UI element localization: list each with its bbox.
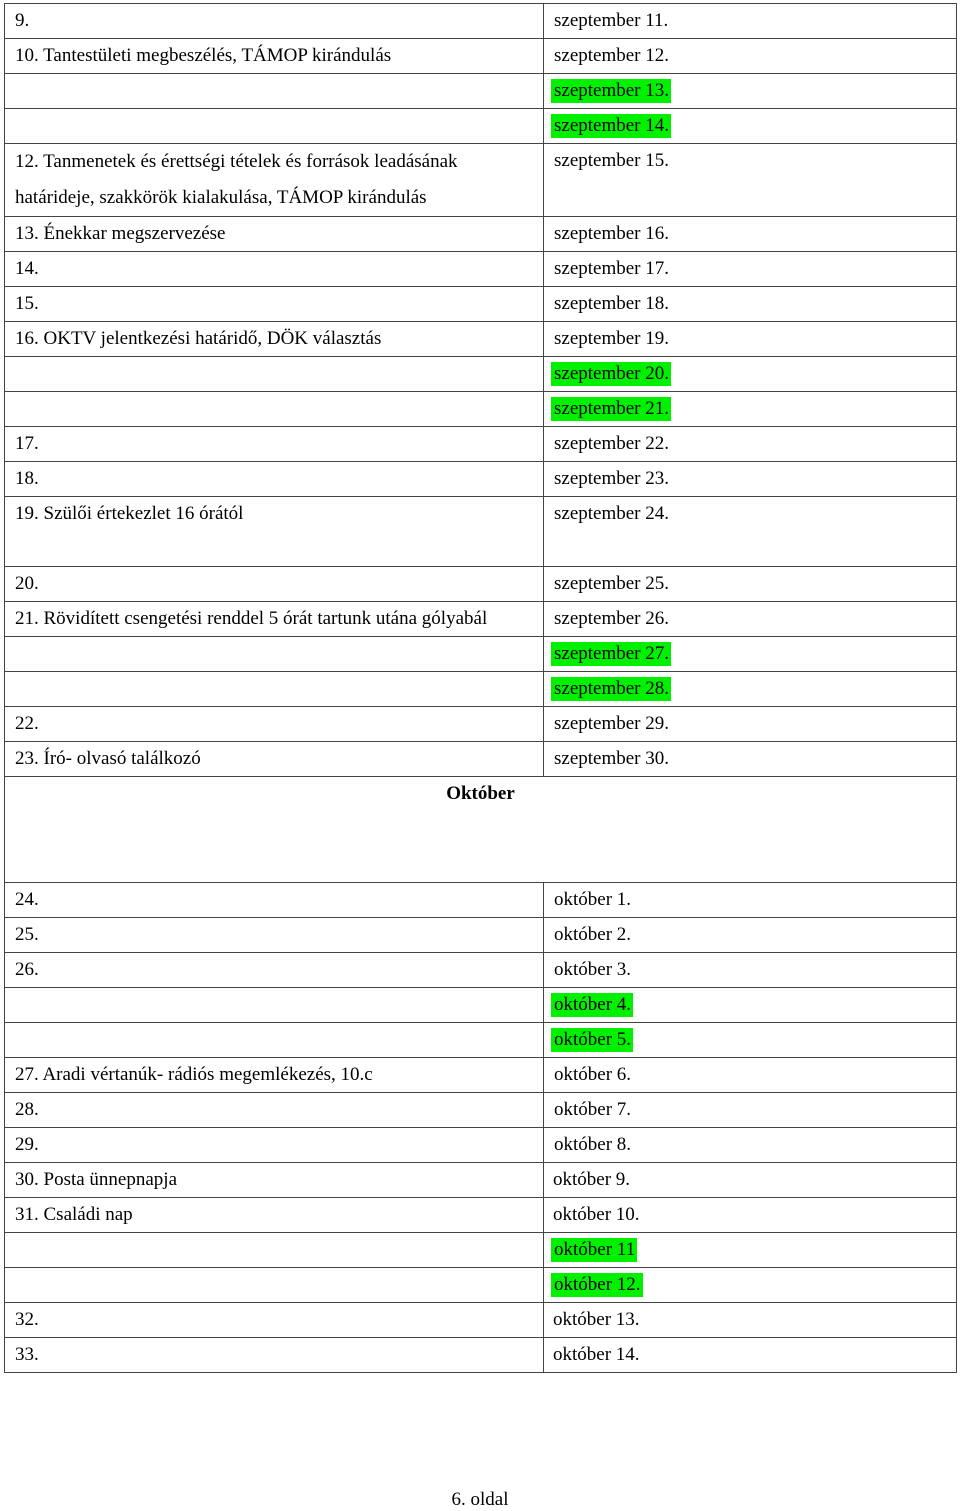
weekend-date: október 12. (551, 1273, 643, 1297)
date-cell (544, 742, 957, 777)
schedule-row (5, 1233, 957, 1268)
date-cell (544, 988, 957, 1023)
event-cell: 21. Rövidített csengetési renddel 5 órát tartunk utána gólyabál (5, 602, 544, 637)
date-cell (544, 883, 957, 918)
schedule-row (5, 1268, 957, 1303)
schedule-row (5, 427, 957, 462)
event-cell: 33. (5, 1338, 544, 1373)
date-cell (544, 1023, 957, 1058)
date-cell (544, 707, 957, 742)
schedule-row (5, 953, 957, 988)
date-text: október 6. (554, 1064, 632, 1085)
schedule-row (5, 1303, 957, 1338)
date-cell (544, 1338, 957, 1373)
date-cell (544, 74, 957, 109)
weekend-date: szeptember 27. (551, 642, 671, 666)
event-cell (5, 392, 544, 427)
event-cell: 17. (5, 427, 544, 462)
schedule-body (5, 4, 957, 1373)
event-cell: 13. Énekkar megszervezése (5, 217, 544, 252)
schedule-row (5, 217, 957, 252)
weekend-date: szeptember 20. (551, 362, 671, 386)
schedule-row (5, 287, 957, 322)
schedule-row (5, 1023, 957, 1058)
date-text: október 10. (553, 1204, 640, 1225)
schedule-row (5, 637, 957, 672)
date-text: szeptember 26. (554, 608, 670, 629)
weekend-date: október 11 (551, 1238, 637, 1262)
date-cell (544, 918, 957, 953)
date-cell (544, 672, 957, 707)
schedule-row (5, 4, 957, 39)
date-cell (544, 39, 957, 74)
date-cell (544, 322, 957, 357)
date-text: szeptember 29. (554, 713, 670, 734)
schedule-row (5, 392, 957, 427)
event-cell: 16. OKTV jelentkezési határidő, DÖK választás (5, 322, 544, 357)
schedule-row (5, 357, 957, 392)
page-number: 6. oldal (451, 1489, 509, 1510)
date-cell (544, 1268, 957, 1303)
date-text: október 2. (554, 924, 632, 945)
event-cell: 20. (5, 567, 544, 602)
schedule-row (5, 988, 957, 1023)
weekend-date: szeptember 14. (551, 114, 671, 138)
event-cell (5, 1023, 544, 1058)
event-cell (5, 1268, 544, 1303)
event-cell: 30. Posta ünnepnapja (5, 1163, 544, 1198)
date-text: szeptember 15. (554, 150, 670, 171)
event-cell: 23. Író- olvasó találkozó (5, 742, 544, 777)
event-cell: 25. (5, 918, 544, 953)
date-cell (544, 953, 957, 988)
schedule-row (5, 1163, 957, 1198)
event-cell: 9. (5, 4, 544, 39)
event-cell (5, 74, 544, 109)
date-cell (544, 602, 957, 637)
date-text: október 1. (554, 889, 632, 910)
date-text: október 7. (554, 1099, 632, 1120)
date-text: szeptember 22. (554, 433, 670, 454)
schedule-row (5, 672, 957, 707)
date-cell (544, 357, 957, 392)
schedule-row (5, 602, 957, 637)
date-text: október 13. (553, 1309, 640, 1330)
schedule-row (5, 1198, 957, 1233)
date-cell (544, 252, 957, 287)
event-cell: 15. (5, 287, 544, 322)
date-cell (544, 1303, 957, 1338)
weekend-date: október 5. (551, 1028, 633, 1052)
weekend-date: október 4. (551, 993, 633, 1017)
date-cell (544, 217, 957, 252)
date-cell (544, 392, 957, 427)
event-cell: 19. Szülői értekezlet 16 órától (5, 497, 544, 567)
schedule-row (5, 252, 957, 287)
schedule-row (5, 322, 957, 357)
date-text: szeptember 23. (554, 468, 670, 489)
event-cell (5, 637, 544, 672)
event-cell: 32. (5, 1303, 544, 1338)
event-cell (5, 109, 544, 144)
weekend-date: szeptember 13. (551, 79, 671, 103)
schedule-row (5, 883, 957, 918)
date-cell (544, 109, 957, 144)
date-text: szeptember 11. (554, 10, 669, 31)
date-text: szeptember 19. (554, 328, 670, 349)
schedule-row (5, 462, 957, 497)
date-text: október 3. (554, 959, 632, 980)
schedule-row (5, 1338, 957, 1373)
date-cell (544, 1128, 957, 1163)
date-cell (544, 497, 957, 567)
schedule-row (5, 1093, 957, 1128)
event-cell: 29. (5, 1128, 544, 1163)
event-cell (5, 357, 544, 392)
schedule-row (5, 918, 957, 953)
date-cell (544, 637, 957, 672)
date-cell (544, 427, 957, 462)
event-cell: 27. Aradi vértanúk- rádiós megemlékezés, 10.c (5, 1058, 544, 1093)
schedule-table (4, 3, 957, 1373)
date-cell (544, 1093, 957, 1128)
date-text: szeptember 18. (554, 293, 670, 314)
date-cell (544, 4, 957, 39)
date-text: október 8. (554, 1134, 632, 1155)
event-cell (5, 988, 544, 1023)
date-text: szeptember 30. (554, 748, 670, 769)
schedule-row (5, 497, 957, 567)
date-text: szeptember 25. (554, 573, 670, 594)
event-cell (5, 1233, 544, 1268)
schedule-row (5, 144, 957, 217)
date-text: október 14. (553, 1344, 640, 1365)
schedule-row (5, 39, 957, 74)
event-cell: 12. Tanmenetek és érettségi tételek és források leadásának határideje, szakkörök kialakulása, TÁMOP kirándulás (5, 144, 544, 217)
event-cell: 24. (5, 883, 544, 918)
schedule-row (5, 74, 957, 109)
date-cell (544, 1198, 957, 1233)
event-cell: 31. Családi nap (5, 1198, 544, 1233)
date-text: szeptember 17. (554, 258, 670, 279)
schedule-row (5, 109, 957, 144)
date-cell (544, 144, 957, 217)
month-row (5, 777, 957, 883)
date-cell (544, 1163, 957, 1198)
schedule-row (5, 1128, 957, 1163)
date-text: október 9. (553, 1169, 631, 1190)
month-heading: Október (5, 777, 957, 883)
date-text: szeptember 24. (554, 503, 670, 524)
date-cell (544, 567, 957, 602)
schedule-row (5, 707, 957, 742)
event-cell: 26. (5, 953, 544, 988)
schedule-row (5, 567, 957, 602)
event-cell: 28. (5, 1093, 544, 1128)
date-text: szeptember 16. (554, 223, 670, 244)
event-cell: 10. Tantestületi megbeszélés, TÁMOP kirándulás (5, 39, 544, 74)
weekend-date: szeptember 28. (551, 677, 671, 701)
date-cell (544, 1058, 957, 1093)
schedule-row (5, 1058, 957, 1093)
date-cell (544, 462, 957, 497)
date-text: szeptember 12. (554, 45, 670, 66)
schedule-row (5, 742, 957, 777)
date-cell (544, 1233, 957, 1268)
weekend-date: szeptember 21. (551, 397, 671, 421)
date-cell (544, 287, 957, 322)
event-cell: 22. (5, 707, 544, 742)
event-cell: 18. (5, 462, 544, 497)
event-cell: 14. (5, 252, 544, 287)
event-cell (5, 672, 544, 707)
